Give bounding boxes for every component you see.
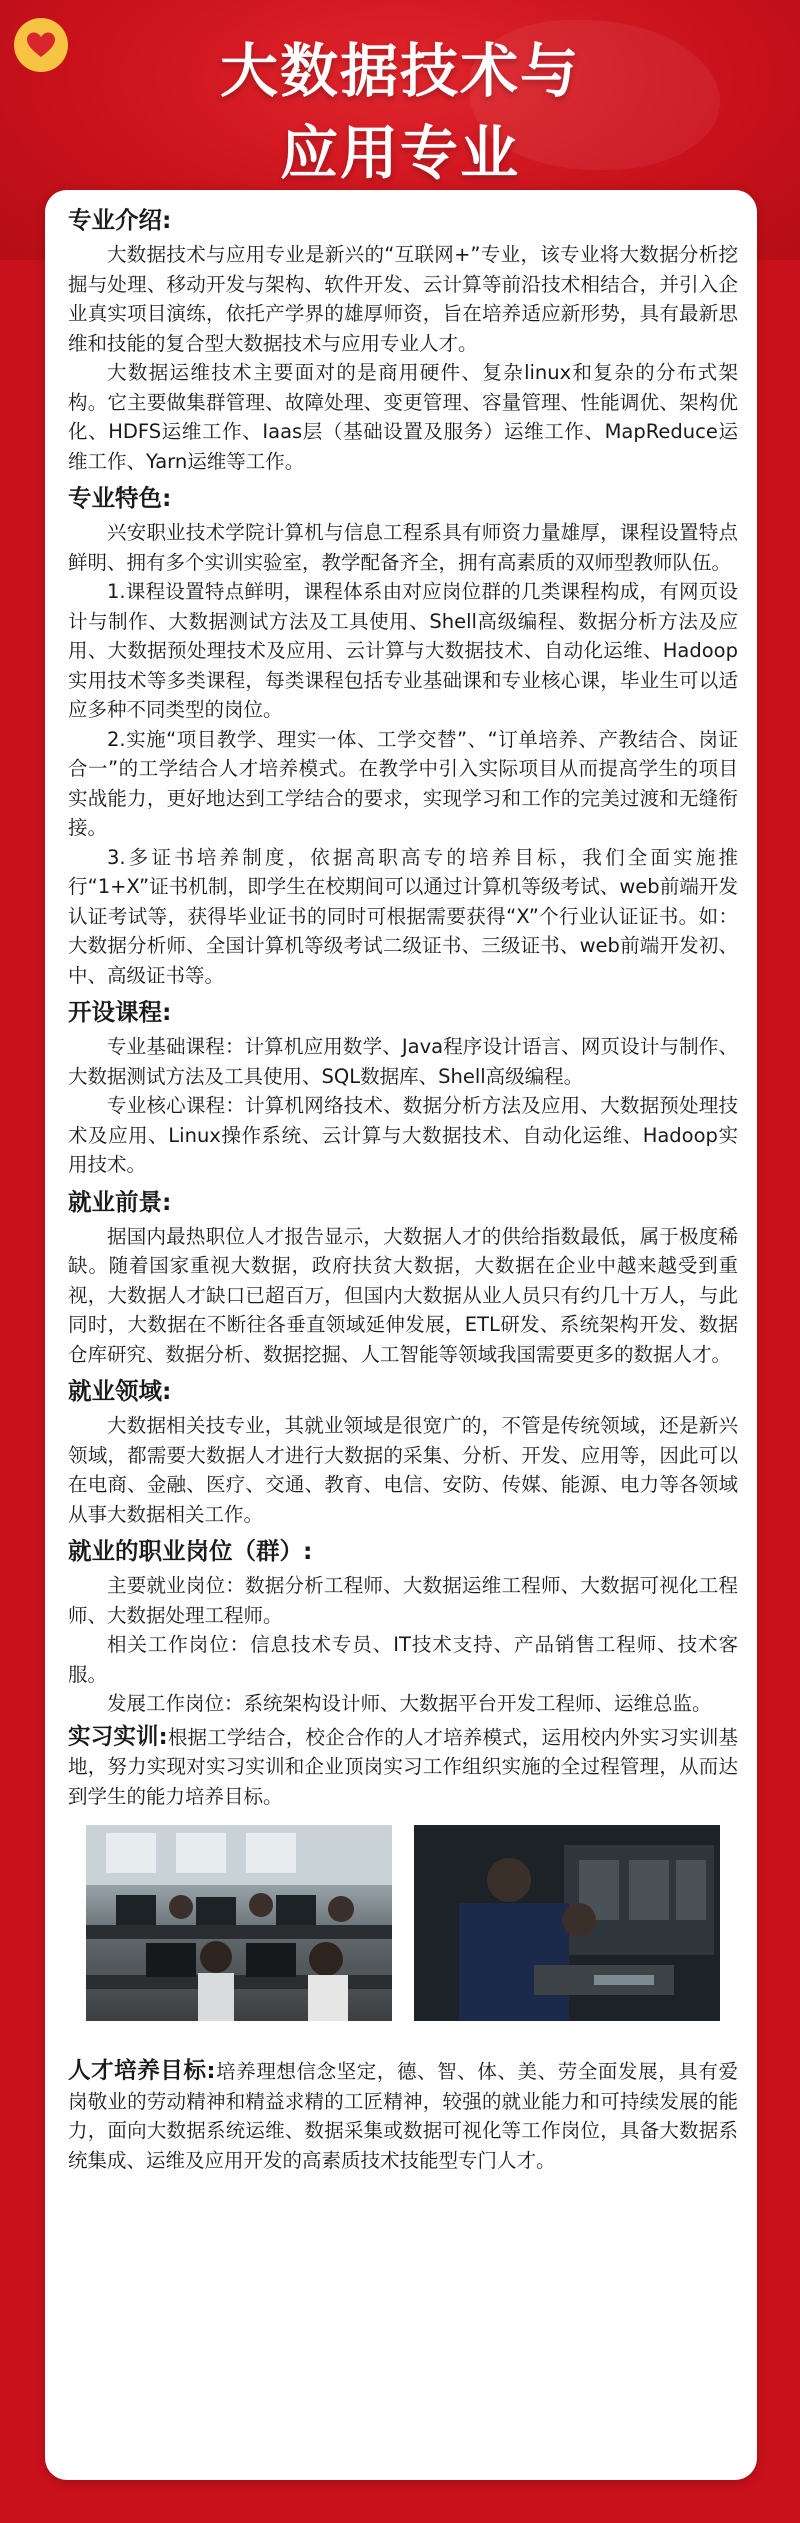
hands-on-training-photo — [414, 1825, 720, 2021]
talent-text: 培养理想信念坚定，德、智、体、美、劳全面发展，具有爱岗敬业的劳动精神和精益求精的工匠精神，较强的就业能力和可持续发展的能力，面向大数据系统运维、数据采集或数据可视化等工作岗位，具备大数据系统集成、运维及应用开发的高素质技术技能型专门人才。 — [68, 2060, 738, 2172]
training-text: 根据工学结合，校企合作的人才培养模式，运用校内外实习实训基地，努力实现对实习实训和企业顶岗实习工作组织实施的全过程管理，从而达到学生的能力培养目标。 — [68, 1725, 738, 1808]
courses-heading: 开设课程: — [68, 998, 172, 1026]
photo-row — [86, 1825, 720, 2021]
positions-heading: 就业的职业岗位（群）: — [68, 1537, 313, 1565]
title-line-2: 应用专业 — [279, 119, 520, 187]
fields-heading: 就业领域: — [68, 1377, 172, 1405]
positions-paragraph-3: 发展工作岗位：系统架构设计师、大数据平台开发工程师、运维总监。 — [107, 1692, 712, 1715]
talent-paragraph — [68, 2057, 738, 2175]
features-heading: 专业特色: — [68, 484, 172, 512]
features-paragraph-3: 2.实施“项目教学、理实一体、工学交替”、“订单培养、产教结合、岗证合一”的工学结合人才培养模式。在教学中引入实际项目从而提高学生的项目实战能力，更好地达到工学结合的要求，实现学习和工作的完美过渡和无缝衔接。 — [68, 727, 738, 839]
courses-paragraph-2: 专业核心课程：计算机网络技术、数据分析方法及应用、大数据预处理技术及应用、Linux操作系统、云计算与大数据技术、自动化运维、Hadoop实用技术。 — [68, 1094, 738, 1176]
features-paragraph-4: 3.多证书培养制度，依据高职高专的培养目标，我们全面实施推行“1+X”证书机制，即学生在校期间可以通过计算机等级考试、web前端开发认证考试等，获得毕业证书的同时可根据需要获得“X”个行业认证证书。如：大数据分析师、全国计算机等级考试二级证书、三级证书、web前端开发初、中、高级证书等。 — [68, 845, 738, 987]
courses-paragraph-1: 专业基础课程：计算机应用数学、Java程序设计语言、网页设计与制作、大数据测试方法及工具使用、SQL数据库、Shell高级编程。 — [68, 1035, 738, 1088]
intro-heading: 专业介绍: — [68, 206, 172, 234]
features-paragraph-2: 1.课程设置特点鲜明，课程体系由对应岗位群的几类课程构成，有网页设计与制作、大数据测试方法及工具使用、Shell高级编程、数据分析方法及应用、大数据预处理技术及应用、云计算与大数据技术、自动化运维、Hadoop实用技术等多类课程，每类课程包括专业基础课和专业核心课，毕业生可以适应多种不同类型的岗位。 — [68, 580, 738, 721]
prospects-paragraph: 据国内最热职位人才报告显示，大数据人才的供给指数最低，属于极度稀缺。随着国家重视大数据，政府扶贫大数据，大数据在企业中越来越受到重视，大数据人才缺口已超百万，但国内大数据从业人员只有约几十万人，与此同时，大数据在不断往各垂直领域延伸发展，ETL研发、系统架构开发、数据仓库研究、数据分析、数据挖掘、人工智能等领域我国需要更多的数据人才。 — [68, 1224, 738, 1366]
intro-paragraph-1: 大数据技术与应用专业是新兴的“互联网+”专业，该专业将大数据分析挖掘与处理、移动开发与架构、软件开发、云计算等前沿技术相结合，并引入企业真实项目演练，依托产学界的雄厚师资，旨在培养适应新形势，具有最新思维和技能的复合型大数据技术与应用专业人才。 — [68, 243, 738, 355]
training-heading: 实习实训: — [68, 1723, 168, 1750]
content-body — [68, 198, 738, 2175]
intro-paragraph-2: 大数据运维技术主要面对的是商用硬件、复杂linux和复杂的分布式架构。它主要做集群管理、故障处理、变更管理、容量管理、性能调优、架构优化、HDFS运维工作、Iaas层（基础设置及服务）运维工作、MapReduce运维工作、Yarn运维等工作。 — [68, 361, 738, 473]
prospects-heading: 就业前景: — [68, 1187, 172, 1216]
fields-paragraph: 大数据相关技专业，其就业领域是很宽广的，不管是传统领域，还是新兴领域，都需要大数据人才进行大数据的采集、分析、开发、应用等，因此可以在电商、金融、医疗、交通、教育、电信、安防、传媒、能源、电力等各领域从事大数据相关工作。 — [68, 1414, 738, 1526]
positions-paragraph-2: 相关工作岗位：信息技术专员、IT技术支持、产品销售工程师、技术客服。 — [68, 1633, 738, 1686]
features-paragraph-1: 兴安职业技术学院计算机与信息工程系具有师资力量雄厚，课程设置特点鲜明、拥有多个实训实验室，教学配备齐全，拥有高素质的双师型教师队伍。 — [68, 521, 738, 574]
positions-paragraph-1: 主要就业岗位：数据分析工程师、大数据运维工程师、大数据可视化工程师、大数据处理工程师。 — [68, 1574, 738, 1627]
page-title — [0, 30, 800, 194]
computer-lab-photo — [86, 1825, 392, 2021]
talent-heading: 人才培养目标: — [68, 2058, 216, 2084]
training-paragraph — [68, 1723, 738, 1812]
title-line-1: 大数据技术与 — [219, 37, 580, 105]
